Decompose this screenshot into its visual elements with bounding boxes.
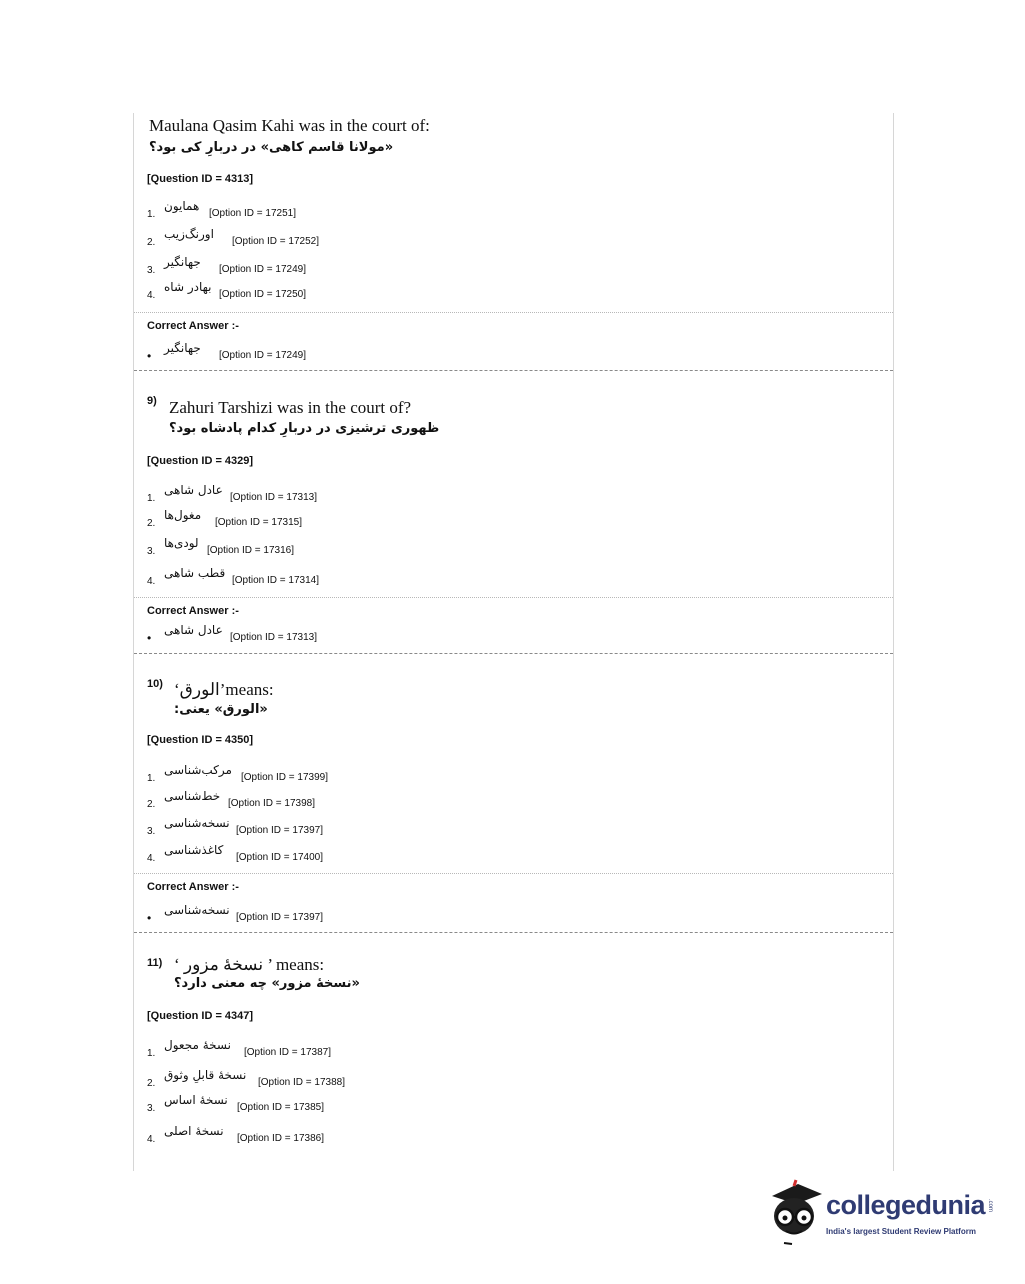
question-id: [Question ID = 4350]: [147, 734, 254, 746]
option-id: [Option ID = 17387]: [244, 1047, 332, 1058]
question-text-en: Zahuri Tarshizi was in the court of?: [169, 398, 412, 417]
option-text: نسخهٔ مجعول: [164, 1038, 231, 1052]
option-id: [Option ID = 17386]: [237, 1133, 325, 1144]
option-3: [134, 255, 893, 281]
option-id: [Option ID = 17397]: [236, 825, 324, 836]
question-id: [Question ID = 4313]: [147, 173, 254, 185]
option-number: 1.: [147, 1048, 156, 1059]
option-2: [134, 508, 893, 534]
option-id: [Option ID = 17252]: [232, 236, 320, 247]
option-id: [Option ID = 17388]: [258, 1077, 346, 1088]
option-number: 4.: [147, 853, 156, 864]
option-number: 3.: [147, 265, 156, 276]
option-text: جهانگیر: [164, 341, 201, 355]
option-2: [134, 789, 893, 815]
option-text: بهادر شاه: [164, 280, 212, 294]
logo-name: collegedunia: [826, 1190, 986, 1220]
option-2: [134, 227, 893, 253]
option-number: 4.: [147, 290, 156, 301]
bullet: •: [147, 631, 152, 645]
question-text-ur: ظهوری ترشیزی در دربارِ کدام پادشاه بود؟: [169, 421, 440, 436]
bullet: •: [147, 911, 152, 925]
option-1: [134, 199, 893, 225]
option-text: قطب شاهی: [164, 566, 226, 580]
correct-answer-label: Correct Answer :-: [147, 320, 239, 332]
question-id: [Question ID = 4329]: [147, 455, 254, 467]
mascot-icon: [766, 1176, 824, 1248]
option-2: [134, 1068, 893, 1094]
option-1: [134, 763, 893, 789]
option-text: مغول‌ها: [164, 508, 202, 522]
question-text-ur: «الورق» یعنی:: [174, 702, 268, 717]
question-number: 9): [147, 395, 157, 407]
logo-tagline: India's largest Student Review Platform: [826, 1227, 976, 1236]
option-number: 2.: [147, 518, 156, 529]
option-text: خط‌شناسی: [164, 789, 221, 803]
separator: [134, 597, 893, 598]
option-text: اورنگ‌زیب: [164, 227, 214, 241]
option-text: نسخه‌شناسی: [164, 903, 230, 917]
correct-answer-label: Correct Answer :-: [147, 881, 239, 893]
option-number: 2.: [147, 1078, 156, 1089]
question-separator: [134, 370, 893, 371]
option-text: عادل شاهی: [164, 623, 223, 637]
option-text: جهانگیر: [164, 255, 201, 269]
question-number: 11): [147, 957, 163, 969]
correct-answer: [134, 903, 893, 929]
option-id: [Option ID = 17385]: [237, 1102, 325, 1113]
option-id: [Option ID = 17400]: [236, 852, 324, 863]
option-id: [Option ID = 17316]: [207, 545, 295, 556]
option-id: [Option ID = 17399]: [241, 772, 329, 783]
separator: [134, 873, 893, 874]
option-text: عادل شاهی: [164, 483, 223, 497]
option-number: 1.: [147, 773, 156, 784]
question-text-ur: «نسخهٔ مزور» چه معنی دارد؟: [174, 976, 360, 991]
question-text-en: Maulana Qasim Kahi was in the court of:: [149, 116, 430, 135]
option-id: [Option ID = 17315]: [215, 517, 303, 528]
question-id: [Question ID = 4347]: [147, 1010, 254, 1022]
bullet: •: [147, 349, 152, 363]
option-number: 1.: [147, 493, 156, 504]
option-text: نسخهٔ اساس: [164, 1093, 228, 1107]
option-1: [134, 1038, 893, 1064]
correct-answer: [134, 623, 893, 649]
question-paper: [133, 113, 894, 1171]
option-id: [Option ID = 17251]: [209, 208, 297, 219]
option-text: لودی‌ها: [164, 536, 199, 550]
option-text: کاغذشناسی: [164, 843, 224, 857]
question-number: 10): [147, 678, 163, 690]
question-separator: [134, 653, 893, 654]
correct-answer-label: Correct Answer :-: [147, 605, 239, 617]
option-4: [134, 843, 893, 869]
option-number: 2.: [147, 799, 156, 810]
option-number: 4.: [147, 1134, 156, 1145]
option-number: 3.: [147, 546, 156, 557]
option-3: [134, 816, 893, 842]
question-text-ur: «مولانا قاسم کاهی» در دربارِ کی بود؟: [149, 140, 394, 155]
option-number: 3.: [147, 826, 156, 837]
option-number: 2.: [147, 237, 156, 248]
question-separator: [134, 932, 893, 933]
question-text-en: ‘ نسخهٔ مزور ’ means:: [174, 955, 325, 974]
option-text: مرکب‌شناسی: [164, 763, 232, 777]
separator: [134, 312, 893, 313]
option-id: [Option ID = 17249]: [219, 350, 307, 361]
option-id: [Option ID = 17250]: [219, 289, 307, 300]
option-id: [Option ID = 17313]: [230, 632, 318, 643]
correct-answer: [134, 341, 893, 367]
option-4: [134, 280, 893, 306]
option-id: [Option ID = 17313]: [230, 492, 318, 503]
option-number: 1.: [147, 209, 156, 220]
option-text: همایون: [164, 199, 200, 213]
question-text-en: ‘الورق’means:: [174, 680, 274, 699]
option-number: 4.: [147, 576, 156, 587]
option-text: نسخهٔ قابلِ وثوق: [164, 1068, 247, 1082]
option-id: [Option ID = 17314]: [232, 575, 320, 586]
option-3: [134, 536, 893, 562]
collegedunia-logo: [766, 1176, 996, 1248]
option-4: [134, 566, 893, 592]
option-3: [134, 1093, 893, 1119]
option-id: [Option ID = 17398]: [228, 798, 316, 809]
option-text: نسخهٔ اصلی: [164, 1124, 224, 1138]
option-4: [134, 1124, 893, 1150]
option-id: [Option ID = 17249]: [219, 264, 307, 275]
option-1: [134, 483, 893, 509]
logo-suffix: .com: [987, 1199, 993, 1213]
option-text: نسخه‌شناسی: [164, 816, 230, 830]
option-number: 3.: [147, 1103, 156, 1114]
option-id: [Option ID = 17397]: [236, 912, 324, 923]
